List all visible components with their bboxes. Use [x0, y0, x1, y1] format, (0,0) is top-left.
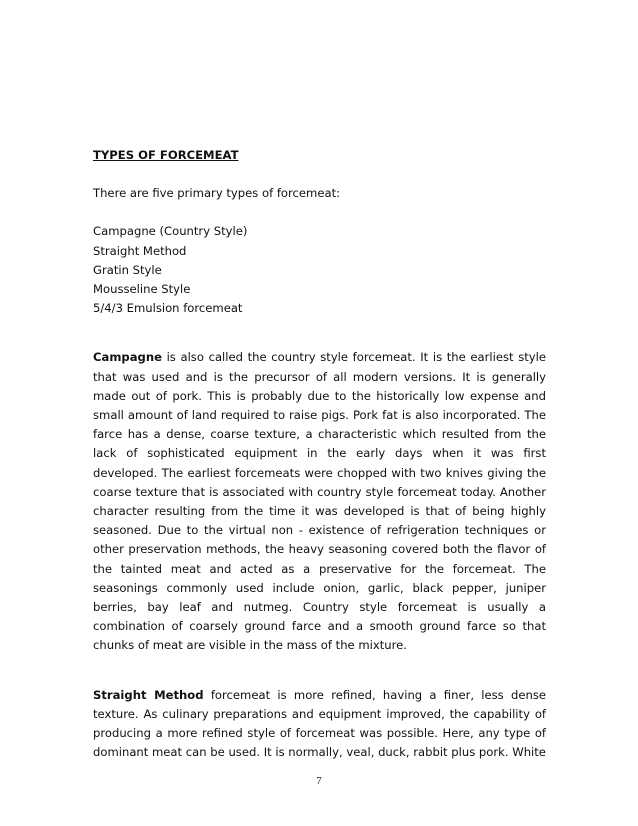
page-body — [93, 146, 546, 762]
straight-method-paragraph — [93, 686, 546, 763]
intro-text: There are five primary types of forcemeat: — [93, 186, 341, 201]
straight-method-text: forcemeat is more refined, having a finer, less dense texture. As culinary preparations and equipment improved, the capability of producing a more refined style of forcemeat was possible. Here, any type of dominant meat can be used. It is normally, veal, duck, rabbit plus pork. White — [93, 687, 547, 760]
straight-method-term: Straight Method — [93, 687, 204, 702]
campagne-text: is also called the country style forcemeat. It is the earliest style that was used and is the precursor of all modern versions. It is generally made out of pork. This is probably due to the historically low expense and small amount of land required to raise pigs. Pork fat is also incorporated. The farce has a dense, coarse texture, a characteristic which resulted from the lack of sophisticated equipment in the early days when it was first developed. The earliest forcemeats were chopped with two knives giving the coarse texture that is associated with country style forcemeat today. Another character resulting from the time it was developed is that of being highly seasoned. Due to the virtual non - existence of refrigeration techniques or other preservation methods, the heavy seasoning covered both the flavor of the tainted meat and acted as a preservative for the forcemeat. The seasonings commonly used include onion, garlic, black pepper, juniper berries, bay leaf and nutmeg. Country style forcemeat is usually a combination of coarsely ground farce and a smooth ground farce so that chunks of meat are visible in the mass of the mixture. — [93, 350, 546, 653]
page-number: 7 — [316, 775, 322, 787]
list-item: Straight Method — [93, 243, 187, 258]
forcemeat-types-list — [93, 222, 546, 318]
list-item: Mousseline Style — [93, 282, 191, 297]
list-item: Gratin Style — [93, 262, 162, 277]
list-item: 5/4/3 Emulsion forcemeat — [93, 301, 243, 316]
list-item: Campagne (Country Style) — [93, 224, 248, 239]
campagne-paragraph — [93, 348, 546, 655]
section-heading: TYPES OF FORCEMEAT — [93, 148, 239, 162]
campagne-term: Campagne — [93, 350, 162, 365]
